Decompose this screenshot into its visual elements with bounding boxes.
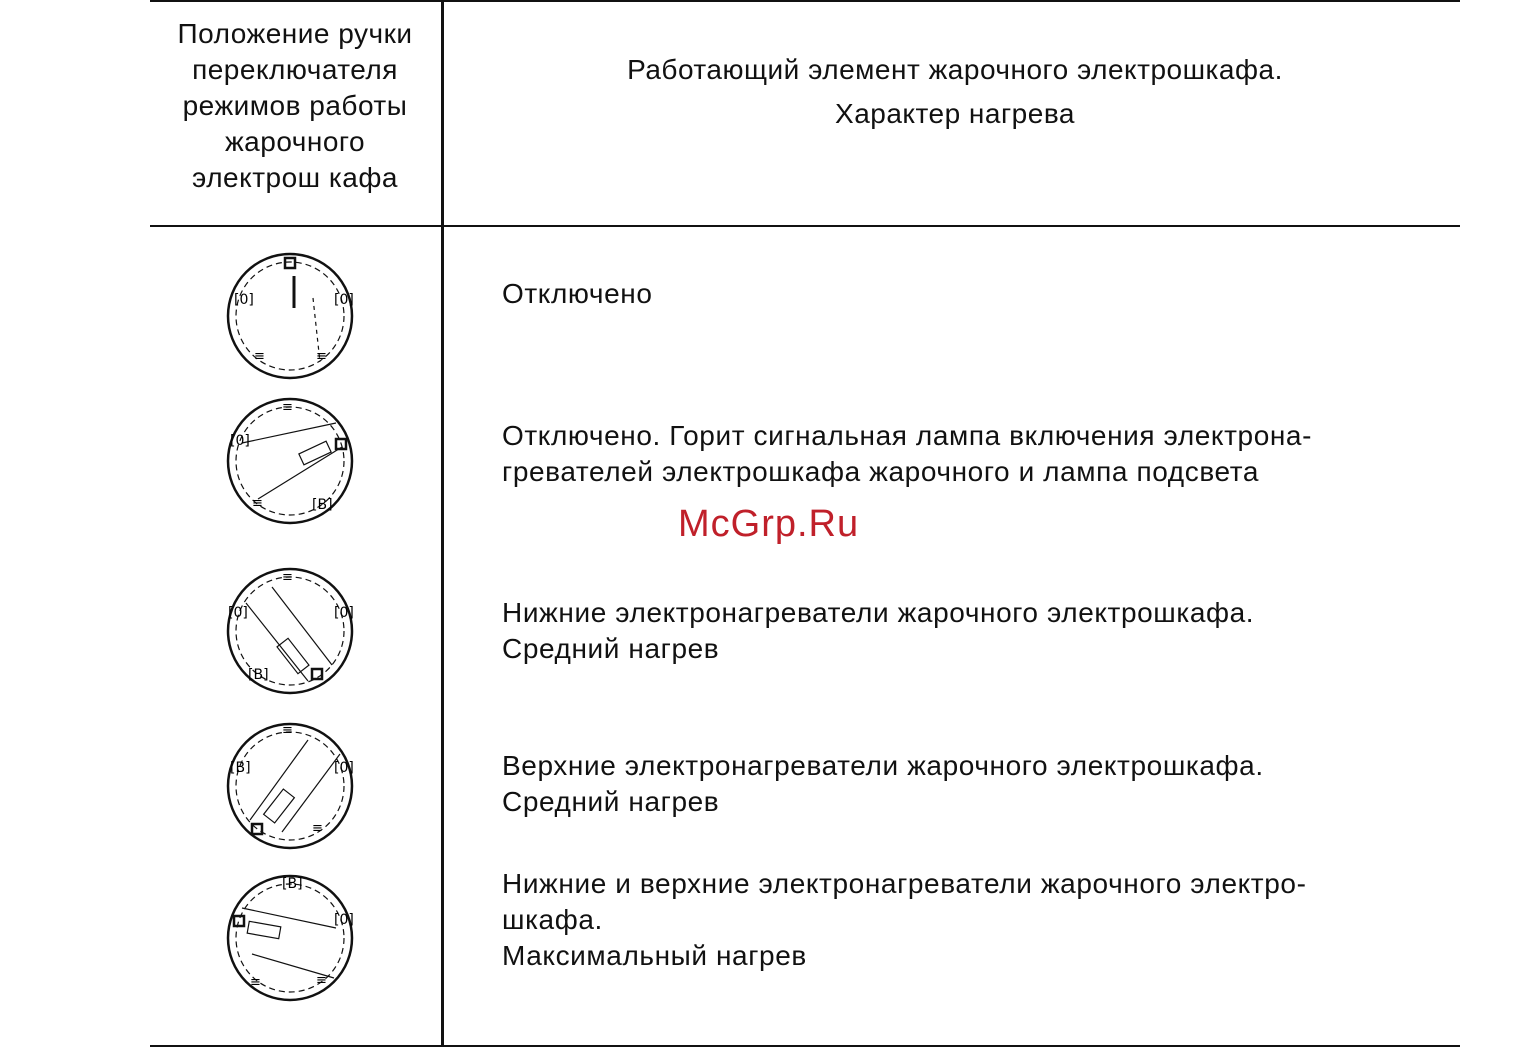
svg-text:[B]: [B]: [230, 760, 251, 776]
dial-bottom-heat-icon: [224, 565, 356, 697]
svg-text:[B]: [B]: [312, 497, 333, 513]
svg-text:≡: ≡: [254, 349, 265, 364]
svg-text:[0]: [0]: [334, 912, 354, 928]
header-bottom-rule: [150, 225, 1460, 227]
row-text-line: Нижние электронагреватели жарочного электрошкафа.: [502, 597, 1255, 628]
dial-top-heat-icon: [224, 720, 356, 852]
svg-text:≡: ≡: [316, 349, 327, 364]
svg-text:[B]: [B]: [282, 876, 303, 892]
header-position-line: жарочного: [224, 126, 366, 157]
svg-text:[0]: [0]: [334, 605, 354, 621]
dial-off-icon: [224, 250, 356, 382]
header-position-cell: [150, 16, 440, 196]
row-text-line: шкафа.: [502, 904, 603, 935]
svg-text:≡: ≡: [312, 821, 323, 836]
table-top-rule: [150, 0, 1460, 2]
row-text-line: Максимальный нагрев: [502, 940, 807, 971]
row-max-heat-text: [502, 866, 1442, 974]
header-element-line: Работающий элемент жарочного электрошкафа.: [627, 54, 1283, 85]
svg-text:≡: ≡: [282, 723, 293, 738]
dial-max-heat-icon: [224, 872, 356, 1004]
svg-text:≡: ≡: [316, 973, 327, 988]
row-text-line: Средний нагрев: [502, 633, 720, 664]
header-position-line: электрош кафа: [192, 162, 398, 193]
svg-text:≡: ≡: [250, 975, 261, 990]
header-element-cell: [450, 48, 1460, 136]
svg-text:[0]: [0]: [334, 292, 354, 308]
header-position-line: режимов работы: [182, 90, 408, 121]
row-text-line: Нижние и верхние электронагреватели жарочного электро-: [502, 868, 1307, 899]
svg-text:[0]: [0]: [228, 605, 248, 621]
row-text-line: Средний нагрев: [502, 786, 720, 817]
table-bottom-rule: [150, 1045, 1460, 1047]
row-text-line: гревателей электрошкафа жарочного и лампа подсвета: [502, 456, 1260, 487]
row-text-line: Отключено: [502, 278, 653, 309]
row-lamp-text: [502, 418, 1442, 490]
svg-text:≡: ≡: [282, 570, 293, 585]
svg-text:≡: ≡: [252, 496, 263, 511]
row-off-text: [502, 276, 1442, 312]
row-text-line: Отключено. Горит сигнальная лампа включения электрона-: [502, 420, 1313, 451]
watermark: McGrp.Ru: [678, 503, 860, 545]
row-text-line: Верхние электронагреватели жарочного электрошкафа.: [502, 750, 1264, 781]
svg-text:≡: ≡: [282, 400, 293, 415]
dial-lamp-icon: [224, 395, 356, 527]
row-bottom-heat-text: [502, 595, 1442, 667]
svg-text:[0]: [0]: [334, 760, 354, 776]
svg-text:[0]: [0]: [230, 433, 250, 449]
row-top-heat-text: [502, 748, 1442, 820]
column-divider: [441, 0, 444, 1047]
svg-text:[0]: [0]: [234, 292, 254, 308]
header-position-line: переключателя: [192, 54, 398, 85]
svg-text:[B]: [B]: [248, 667, 269, 683]
header-position-line: Положение ручки: [177, 18, 413, 49]
header-element-line: Характер нагрева: [835, 98, 1075, 129]
